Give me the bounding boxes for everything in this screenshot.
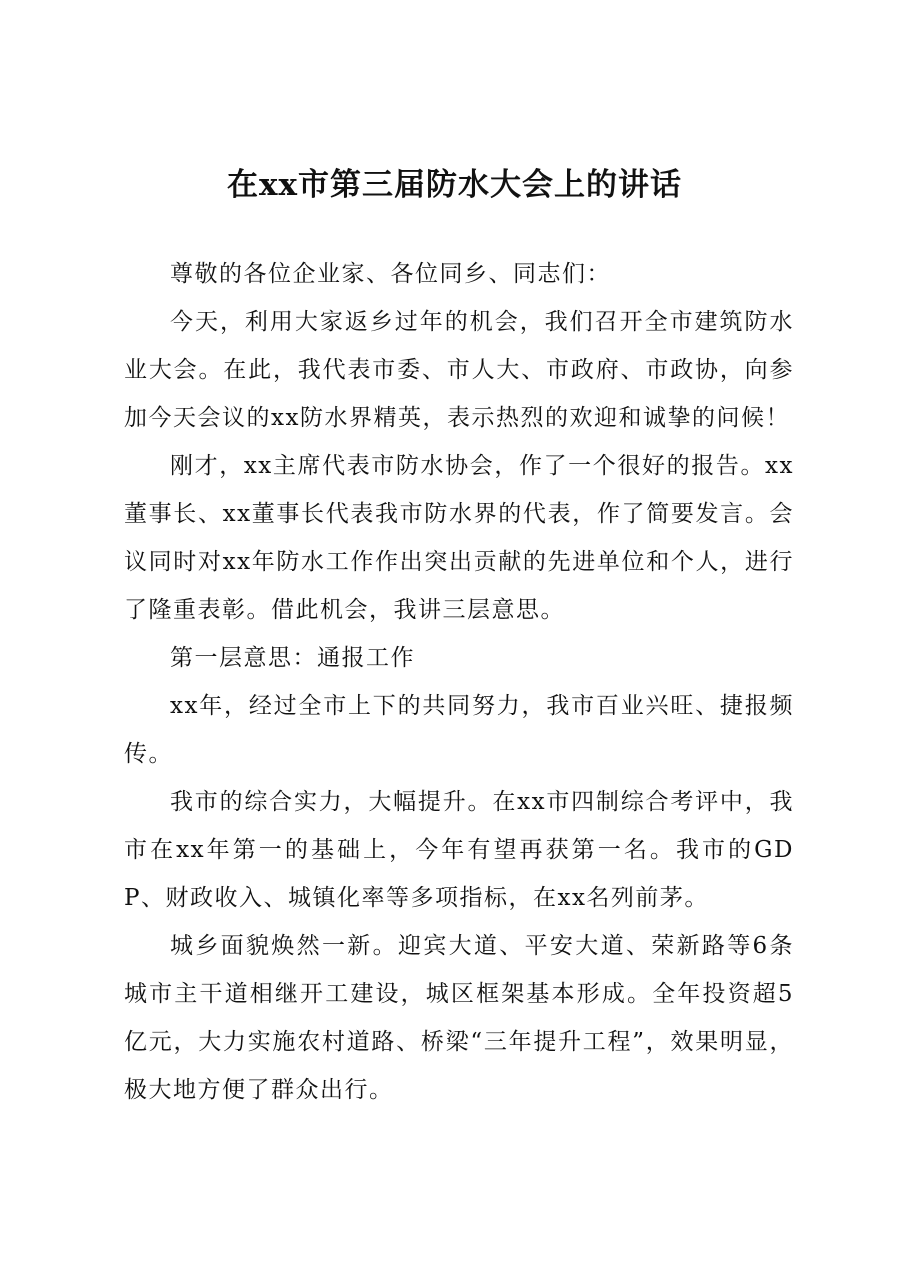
paragraph-summary: xx年，经过全市上下的共同努力，我市百业兴旺、捷报频传。 [124, 693, 794, 767]
paragraph-opening: 今天，利用大家返乡过年的机会，我们召开全市建筑防水业大会。在此，我代表市委、市人大、市政府、市政协，向参加今天会议的xx防水界精英，表示热烈的欢迎和诚挚的问候！ [124, 309, 794, 431]
document-title: 在xx市第三届防水大会上的讲话 [227, 167, 682, 203]
paragraph-strength: 我市的综合实力，大幅提升。在xx市四制综合考评中，我市在xx年第一的基础上，今年有望再获第一名。我市的GDP、财政收入、城镇化率等多项指标，在xx名列前茅。 [124, 789, 794, 911]
paragraph-salutation: 尊敬的各位企业家、各位同乡、同志们： [170, 261, 611, 287]
paragraph-urban: 城乡面貌焕然一新。迎宾大道、平安大道、荣新路等6条城市主干道相继开工建设，城区框架基本形成。全年投资超5亿元，大力实施农村道路、桥梁“三年提升工程”，效果明显，极大地方便了群众出行。 [124, 933, 794, 1103]
section-heading-first: 第一层意思：通报工作 [170, 645, 415, 671]
paragraph-report: 刚才，xx主席代表市防水协会，作了一个很好的报告。xx董事长、xx董事长代表我市防水界的代表，作了简要发言。会议同时对xx年防水工作作出突出贡献的先进单位和个人，进行了隆重表彰。借此机会，我讲三层意思。 [124, 453, 794, 623]
document-body [124, 250, 794, 1114]
